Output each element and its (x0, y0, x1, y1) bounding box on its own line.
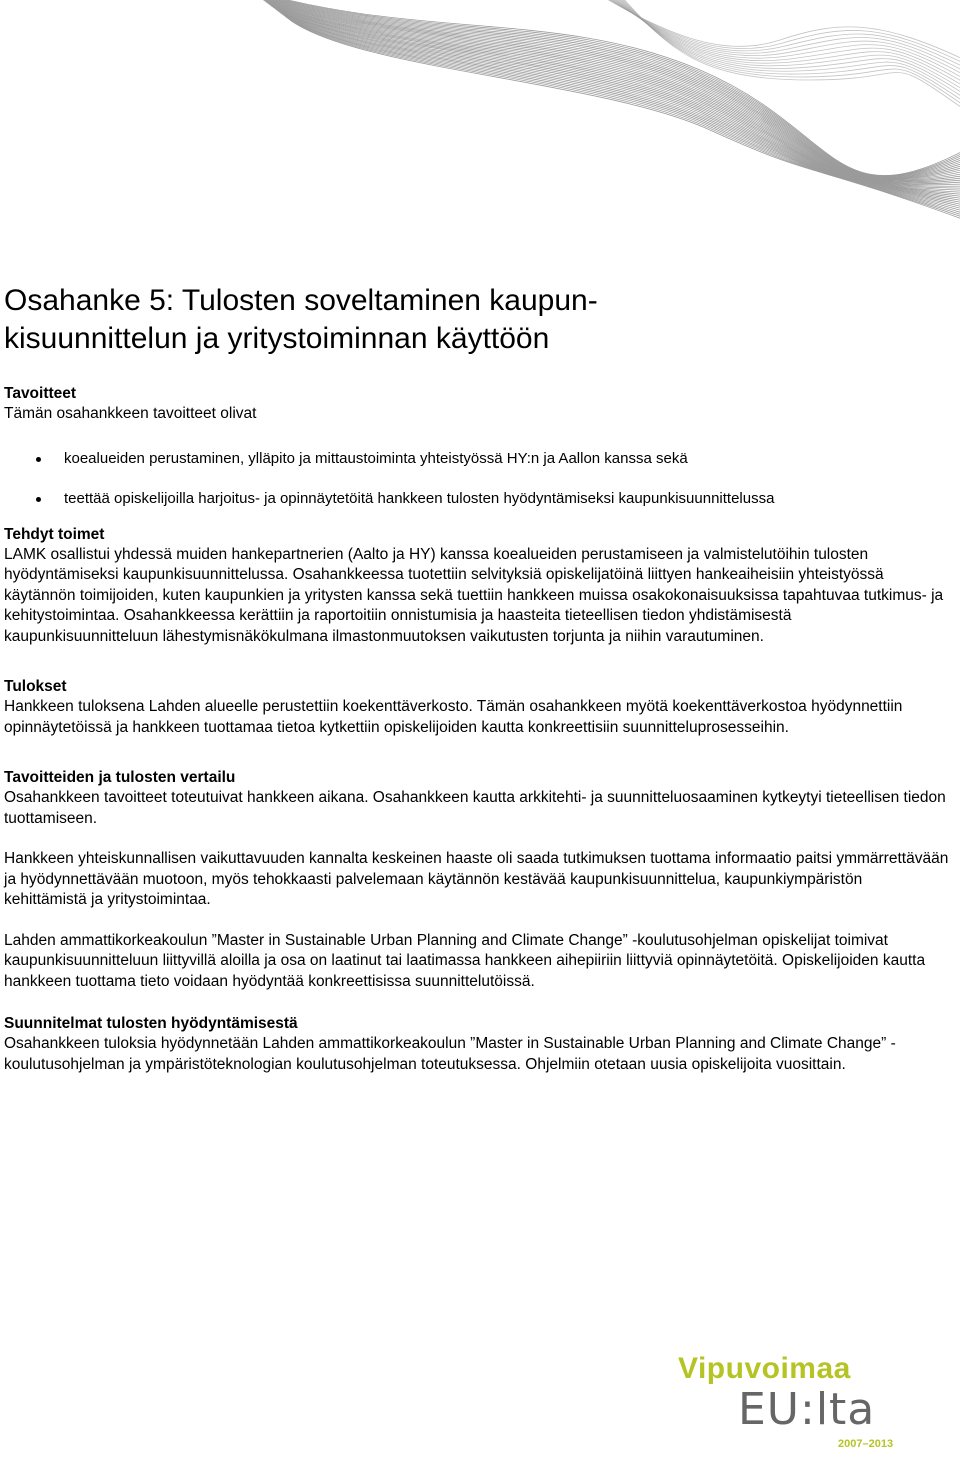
list-item (4, 489, 949, 509)
bullet-icon (36, 497, 41, 502)
section-heading: Suunnitelmat tulosten hyödyntämisestä (4, 1015, 298, 1032)
goal-list (4, 449, 949, 509)
section-paragraph: LAMK osallistui yhdessä muiden hankepartnerien (Aalto ja HY) kanssa koealueiden perustamiseen ja valmistelutöihin tulosten hyödyntämiseksi kaupunkisuunnittelussa. Osahankkeessa tuotettiin selvityksiä opiskelijatöinä liittyen hankeaiheisiin yhteistyössä käytännön toimijoiden, kuten kaupunkien ja yritysten kanssa sekä tuettiin hankkeen muissa osakokonaisuuksissa tapahtuvaa tutkimus- ja kehitystoimintaa. Osahankkeessa kerättiin ja raportoitiin onnistumisia ja haasteita tieteellisen tiedon yhdistämisestä kaupunkisuunnitteluun lähestymisnäkökulmana ilmastonmuutoksen vaikutusten torjunta ja niihin varautuminen. (4, 545, 944, 645)
section-heading: Tehdyt toimet (4, 525, 105, 543)
ribbon-line (277, 10, 960, 197)
bullet-icon (36, 457, 41, 462)
ribbon-line (275, 9, 960, 194)
ribbon-line (606, 0, 960, 75)
section-heading: Tavoitteet (4, 385, 77, 402)
section-paragraph: Hankkeen yhteiskunnallisen vaikuttavuuden kannalta keskeinen haaste oli saada tutkimuksen tuottama informaatio paitsi ymmärrettävään ja hyödynnettävään muotoon, myös tehokkaasti palvelemaan käytännön kestävää kaupunkisuunnittelua, kaupunkiympäristön kehittämistä ja yritystoimintaa. (4, 850, 949, 908)
section-heading: Tavoitteiden ja tulosten vertailu (4, 769, 236, 786)
section-vertailu (4, 768, 949, 992)
ribbon-line (271, 5, 960, 186)
ribbon-line (267, 3, 960, 183)
list-item-text: teettää opiskelijoilla harjoitus- ja opinnäytetöitä hankkeen tulosten hyödyntämiseksi kaupunkisuunnittelussa (64, 489, 775, 507)
page-title (4, 282, 949, 358)
list-item-text: koealueiden perustaminen, ylläpito ja mittaustoiminta yhteistyössä HY:n ja Aallon kanssa sekä (64, 449, 688, 467)
section-intro: Tämän osahankkeen tavoitteet olivat (4, 405, 257, 422)
logo-years: 2007–2013 (838, 1438, 894, 1450)
section-suunnitelmat (4, 1014, 949, 1075)
section-tehdyt-toimet (4, 525, 949, 648)
ribbon-line (605, 0, 960, 72)
ribbon-line (266, 2, 960, 182)
ribbon-line (609, 0, 960, 83)
section-tulokset (4, 677, 949, 738)
title-line-2: kisuunnittelun ja yritystoiminnan käyttöön (4, 322, 550, 355)
document-body (4, 282, 949, 1075)
section-tavoitteet (4, 384, 949, 509)
section-paragraph: Osahankkeen tavoitteet toteutuivat hankkeen aikana. Osahankkeen kautta arkkitehti- ja suunnitteluosaaminen kytkeytyi tieteellisen tiedon tuottamiseen. (4, 789, 946, 827)
list-item (4, 449, 949, 469)
title-line-1: Osahanke 5: Tulosten soveltaminen kaupun- (4, 284, 598, 317)
logo-line-1: Vipuvoimaa (678, 1352, 851, 1385)
ribbon-graphic (0, 0, 960, 270)
ribbon-line (614, 0, 960, 95)
section-paragraph: Osahankkeen tuloksia hyödynnetään Lahden ammattikorkeakoulun ”Master in Sustainable Urban Planning and Climate Change” -koulutusohjelman ja ympäristöteknologian koulutusohjelman toteutuksessa. Ohjelmiin otetaan uusia opiskelijoita vuosittain. (4, 1035, 896, 1073)
logo-line-2: EU:lta (738, 1384, 876, 1435)
section-paragraph: Lahden ammattikorkeakoulun ”Master in Sustainable Urban Planning and Climate Change” -koulutusohjelman opiskelijat toimivat kaupunkisuunnitteluun liittyvillä aloilla ja osa on laatinut tai laatimassa hankkeen aihepiiriin liittyviä opinnäytetöitä. Opiskelijoiden kautta hankkeen tuottama tieto voidaan hyödyntää konkreettisissa suunnittelutöissä. (4, 931, 926, 990)
ribbon-line (618, 0, 960, 106)
vipuvoimaa-eu-logo (672, 1352, 932, 1452)
section-heading: Tulokset (4, 678, 67, 695)
section-paragraph: Hankkeen tuloksena Lahden alueelle perustettiin koekenttäverkosto. Tämän osahankkeen myötä koekenttäverkostoa hyödynnettiin opinnäytetöissä ja hankkeen tuottamaa tietoa kytkettiin opiskelijoiden kautta konkreettisiin suunnitteluprosesseihin. (4, 698, 903, 736)
